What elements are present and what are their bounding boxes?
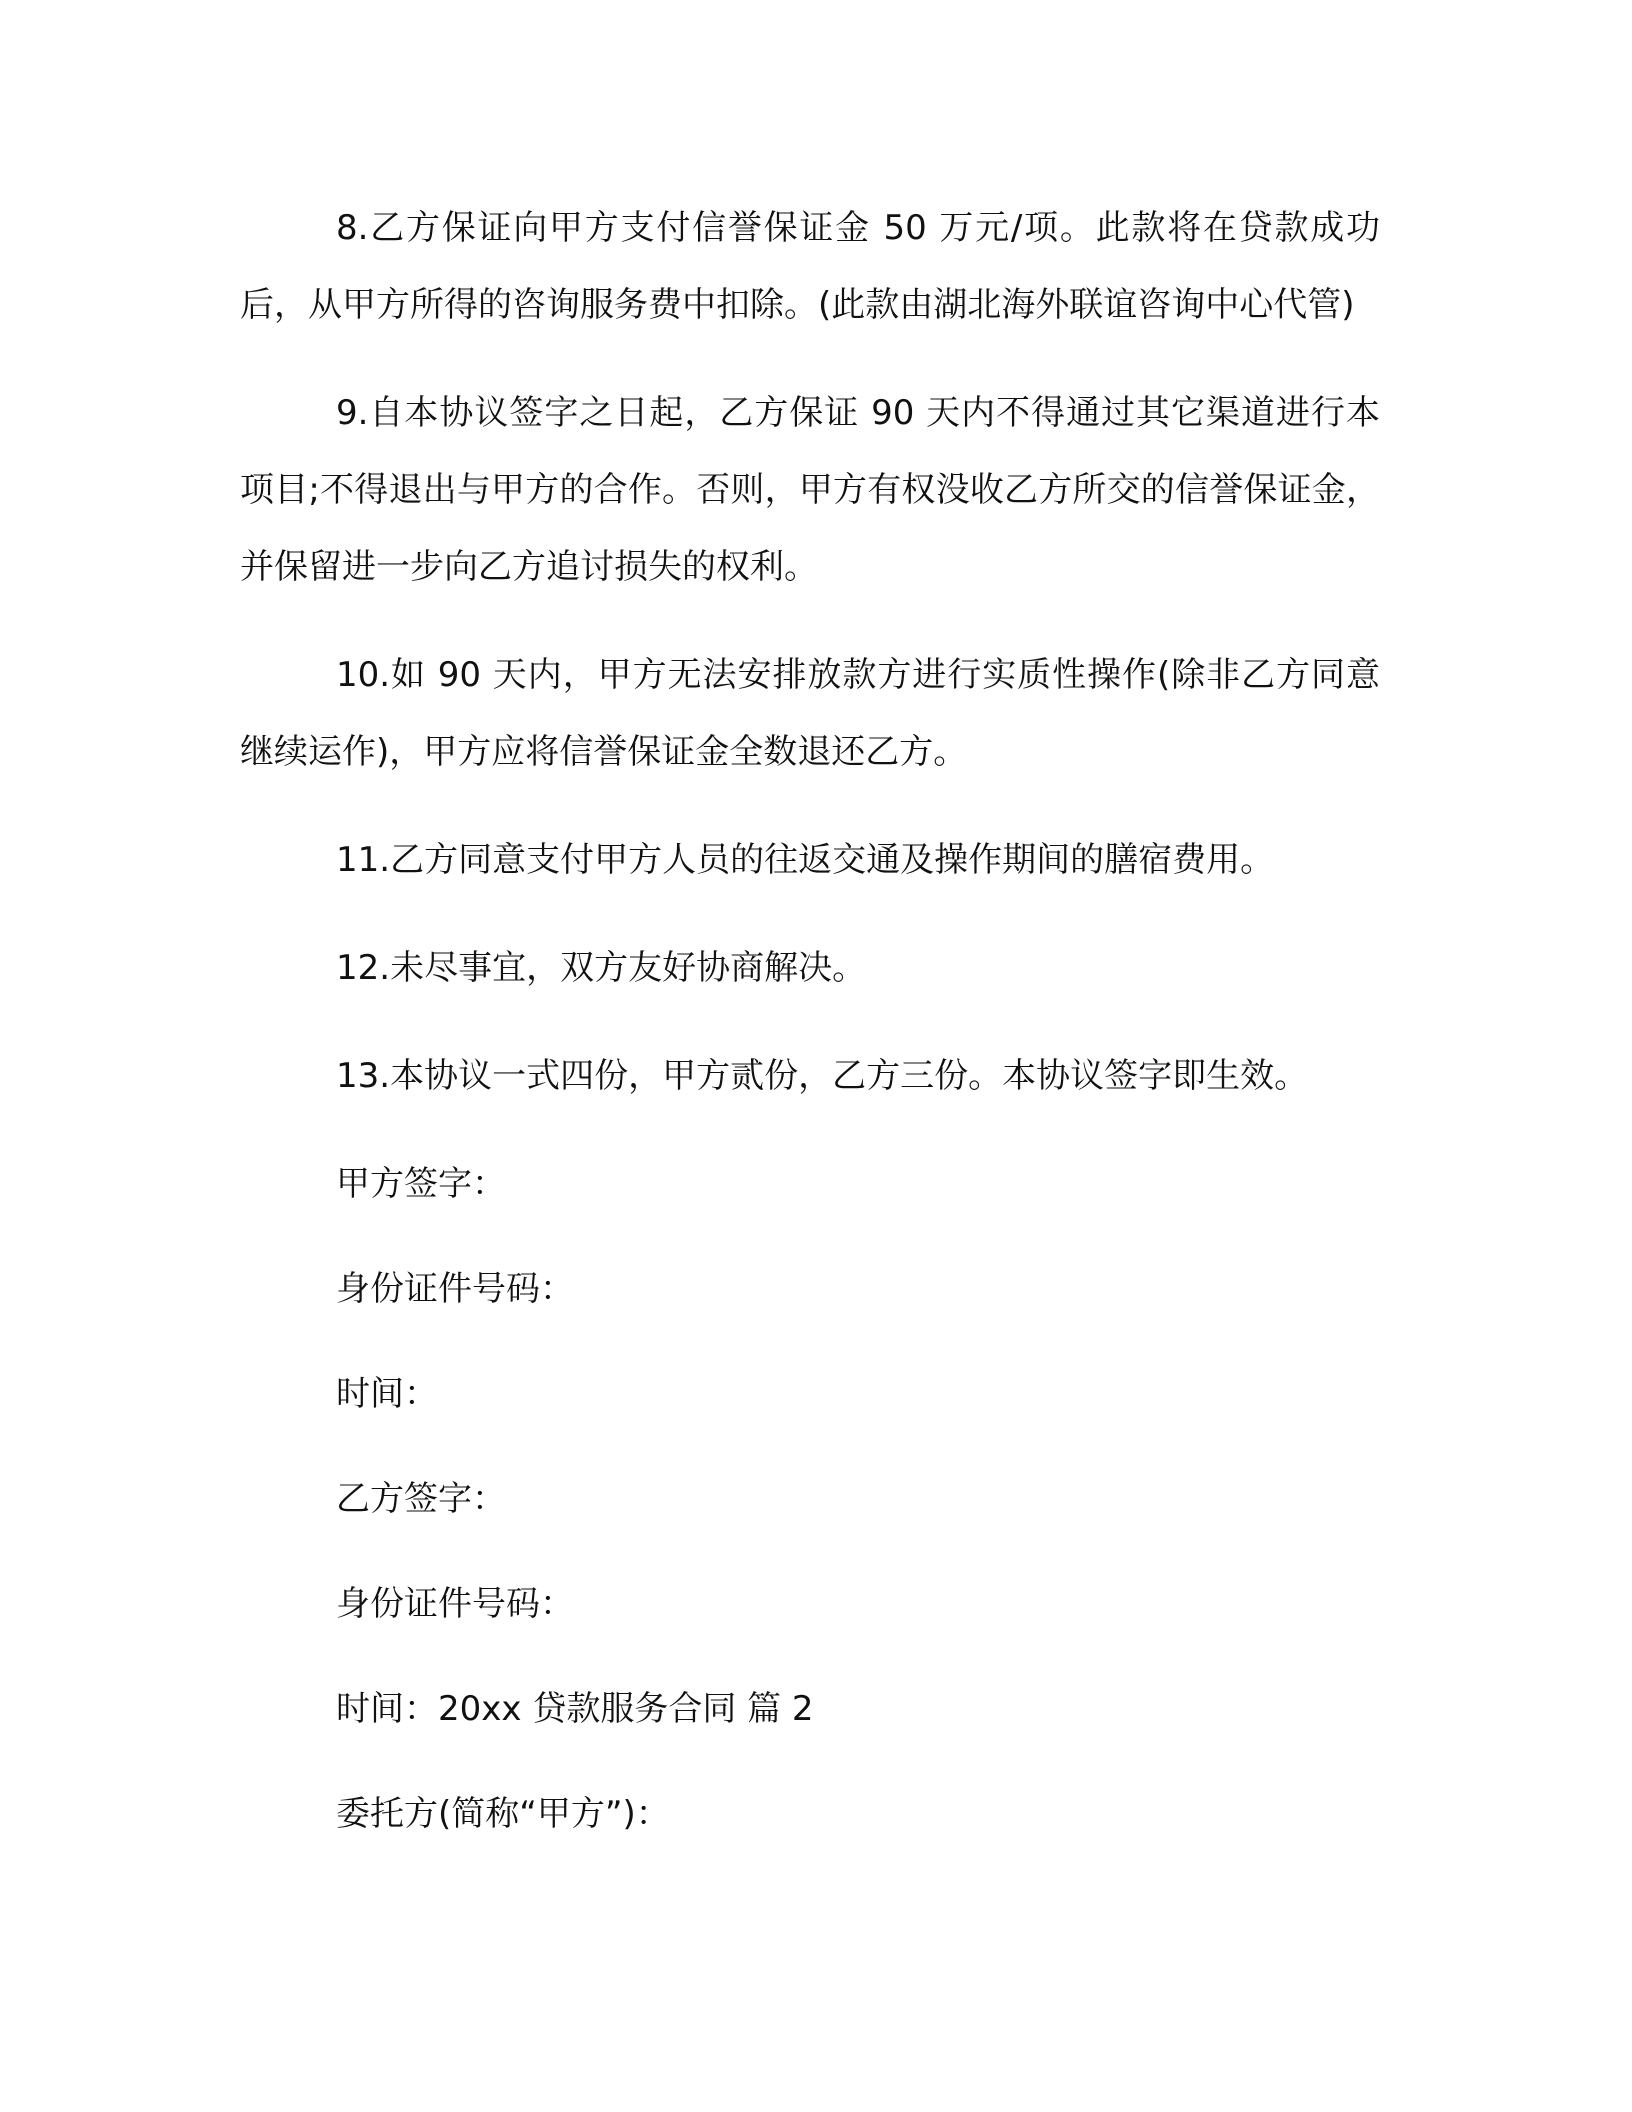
party-a-signature-label: 甲方签字： — [336, 1164, 506, 1204]
clause-12: 12.未尽事宜，双方友好协商解决。 — [336, 948, 867, 988]
clause-13: 13.本协议一式四份，甲方贰份，乙方三份。本协议签字即生效。 — [336, 1056, 1309, 1096]
party-b-id-label: 身份证件号码： — [336, 1584, 574, 1624]
party-b-time-label: 时间：20xx 贷款服务合同 篇 2 — [336, 1689, 814, 1729]
party-a-time-label: 时间： — [336, 1374, 438, 1414]
party-b-signature-label: 乙方签字： — [336, 1479, 506, 1519]
clause-11: 11.乙方同意支付甲方人员的往返交通及操作期间的膳宿费用。 — [336, 840, 1275, 880]
clause-8: 8.乙方保证向甲方支付信誉保证金 50 万元/项。此款将在贷款成功后，从甲方所得的咨询服务费中扣除。(此款由湖北海外联谊咨询中心代管) — [240, 208, 1380, 325]
party-a-id-label: 身份证件号码： — [336, 1269, 574, 1309]
clause-10: 10.如 90 天内，甲方无法安排放款方进行实质性操作(除非乙方同意继续运作)，甲方应将信誉保证金全数退还乙方。 — [240, 655, 1380, 772]
clause-9: 9.自本协议签字之日起，乙方保证 90 天内不得通过其它渠道进行本项目;不得退出与甲方的合作。否则，甲方有权没收乙方所交的信誉保证金，并保留进一步向乙方追讨损失的权利。 — [240, 393, 1380, 587]
document-body — [240, 190, 1380, 1881]
client-party-label: 委托方(简称“甲方”)： — [336, 1794, 670, 1834]
